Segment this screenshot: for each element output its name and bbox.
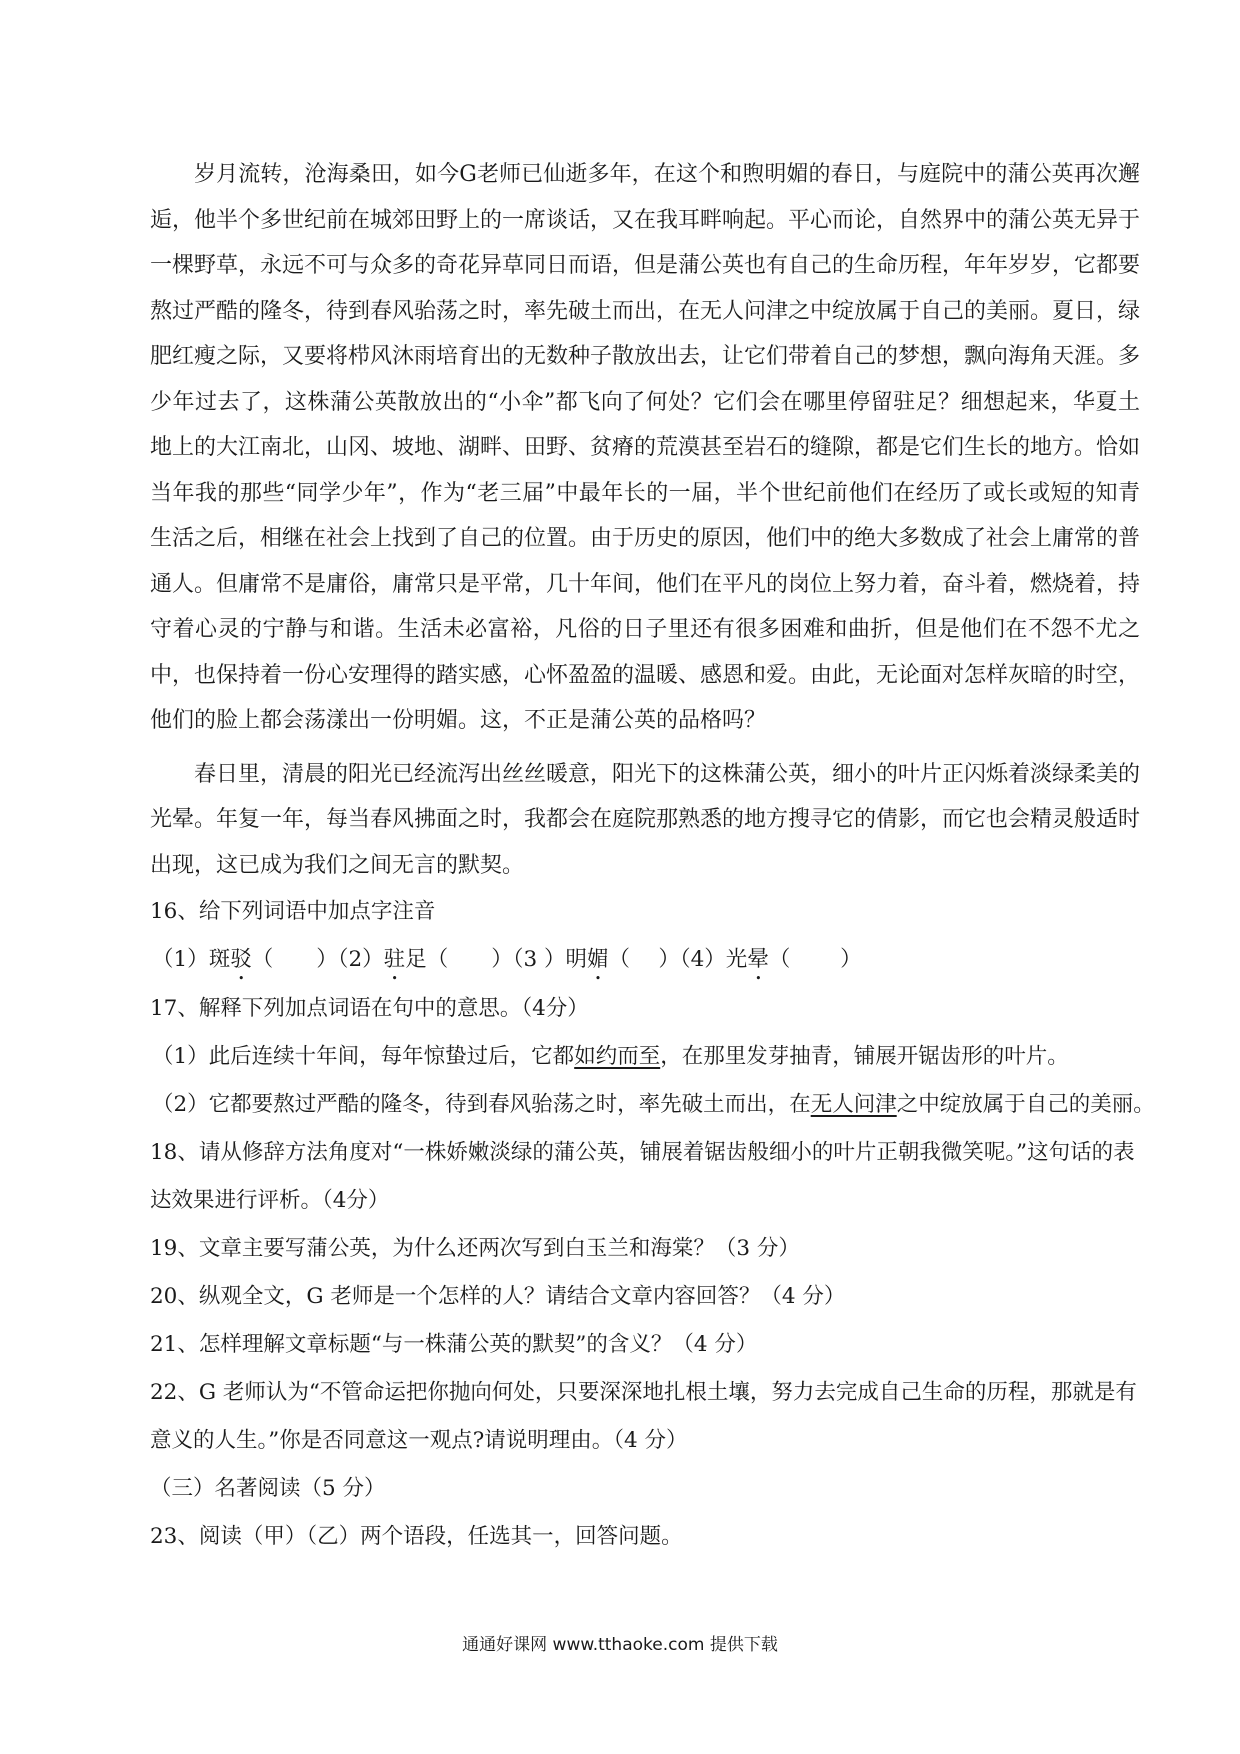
q16-item-3-number: （3 ） <box>512 947 566 972</box>
q16-item-2-dotted-char: 驻 <box>383 947 406 972</box>
question-21: 21、怎样理解文章标题“与一株蒲公英的默契”的含义？（4 分） <box>150 1332 758 1357</box>
q16-item-1-number: （1） <box>152 947 209 972</box>
q17-2-prefix: （2）它都要熬过严酷的隆冬，待到春风骀荡之时，率先破土而出，在 <box>152 1092 811 1117</box>
q17-1-suffix: ，在那里发芽抽青，铺展开锯齿形的叶片。 <box>660 1044 1069 1069</box>
q17-2-suffix: 之中绽放属于自己的美丽。 <box>896 1092 1155 1117</box>
q16-item-4-number: （4） <box>679 947 726 972</box>
question-17-item-1 <box>150 1033 1140 1081</box>
question-22: 22、G 老师认为“不管命运把你抛向何处，只要深深地扎根土壤，努力去完成自己生命的历程，那就是有意义的人生。”你是否同意这一观点?请说明理由。（4 分） <box>150 1380 1137 1453</box>
q16-item-2-number: （2） <box>337 947 384 972</box>
q16-item-3-blank: （ ） <box>608 947 680 972</box>
q16-item-3-char-a: 明 <box>565 947 587 972</box>
q16-item-2-blank: （ ） <box>426 947 513 972</box>
q16-item-2-char-b: 足 <box>405 947 427 972</box>
question-17: 17、解释下列加点词语在句中的意思。（4分） <box>150 996 589 1021</box>
q17-1-underlined-term: 如约而至 <box>574 1044 661 1069</box>
question-20: 20、纵观全文，G 老师是一个怎样的人？请结合文章内容回答？（4 分） <box>150 1284 846 1309</box>
question-17-item-2 <box>150 1081 1155 1129</box>
question-19: 19、文章主要写蒲公英，为什么还两次写到白玉兰和海棠？（3 分） <box>150 1236 800 1261</box>
question-16-items <box>150 936 1140 985</box>
page-footer: 通通好课网 www.tthaoke.com 提供下载 <box>462 1635 778 1655</box>
question-18: 18、请从修辞方法角度对“一株娇嫩淡绿的蒲公英，铺展着锯齿般细小的叶片正朝我微笑呢。”这句话的表达效果进行评析。（4分） <box>150 1140 1135 1213</box>
q16-item-3-dotted-char: 媚 <box>587 947 609 972</box>
question-16: 16、给下列词语中加点字注音 <box>150 899 436 924</box>
q16-item-4-char-a: 光 <box>725 947 748 972</box>
question-23: 23、阅读（甲）（乙）两个语段，任选其一，回答问题。 <box>150 1524 683 1549</box>
q16-item-4-dotted-char: 晕 <box>747 947 769 972</box>
q16-item-1-dotted-char: 驳 <box>230 947 252 972</box>
passage-paragraph-2: 春日里，清晨的阳光已经流泻出丝丝暖意，阳光下的这株蒲公英，细小的叶片正闪烁着淡绿柔美的光晕。年复一年，每当春风拂面之时，我都会在庭院那熟悉的地方搜寻它的倩影，而它也会精灵般适时出现，这已成为我们之间无言的默契。 <box>150 761 1141 878</box>
q16-item-1-char-a: 斑 <box>208 947 231 972</box>
q17-1-prefix: （1）此后连续十年间，每年惊蛰过后，它都 <box>152 1044 575 1069</box>
passage-paragraph-1: 岁月流转，沧海桑田，如今G老师已仙逝多年，在这个和煦明媚的春日，与庭院中的蒲公英再次邂逅，他半个多世纪前在城郊田野上的一席谈话，又在我耳畔响起。平心而论，自然界中的蒲公英无异于一棵野草，永远不可与众多的奇花异草同日而语，但是蒲公英也有自己的生命历程，年年岁岁，它都要熬过严酷的隆冬，待到春风骀荡之时，率先破土而出，在无人问津之中绽放属于自己的美丽。夏日，绿肥红瘦之际，又要将栉风沐雨培育出的无数种子散放出去，让它们带着自己的梦想，飘向海角天涯。多少年过去了，这株蒲公英散放出的“小伞”都飞向了何处？它们会在哪里停留驻足？细想起来，华夏土地上的大江南北，山冈、坡地、湖畔、田野、贫瘠的荒漠甚至岩石的缝隙，都是它们生长的地方。恰如当年我的那些“同学少年”，作为“老三届”中最年长的一届，半个世纪前他们在经历了或长或短的知青生活之后，相继在社会上找到了自己的位置。由于历史的原因，他们中的绝大多数成了社会上庸常的普通人。但庸常不是庸俗，庸常只是平常，几十年间，他们在平凡的岗位上努力着，奋斗着，燃烧着，持守着心灵的宁静与和谐。生活未必富裕，凡俗的日子里还有很多困难和曲折，但是他们在不怨不尤之中，也保持着一份心安理得的踏实感，心怀盈盈的温暖、感恩和爱。由此，无论面对怎样灰暗的时空，他们的脸上都会荡漾出一份明媚。这，不正是蒲公英的品格吗？ <box>150 162 1141 733</box>
q17-2-underlined-term: 无人问津 <box>810 1092 897 1117</box>
section-3-heading: （三）名著阅读（5 分） <box>150 1476 386 1501</box>
q16-item-4-blank: （ ） <box>768 947 862 972</box>
q16-item-1-blank: （ ） <box>251 947 338 972</box>
document-page <box>150 152 1155 1561</box>
